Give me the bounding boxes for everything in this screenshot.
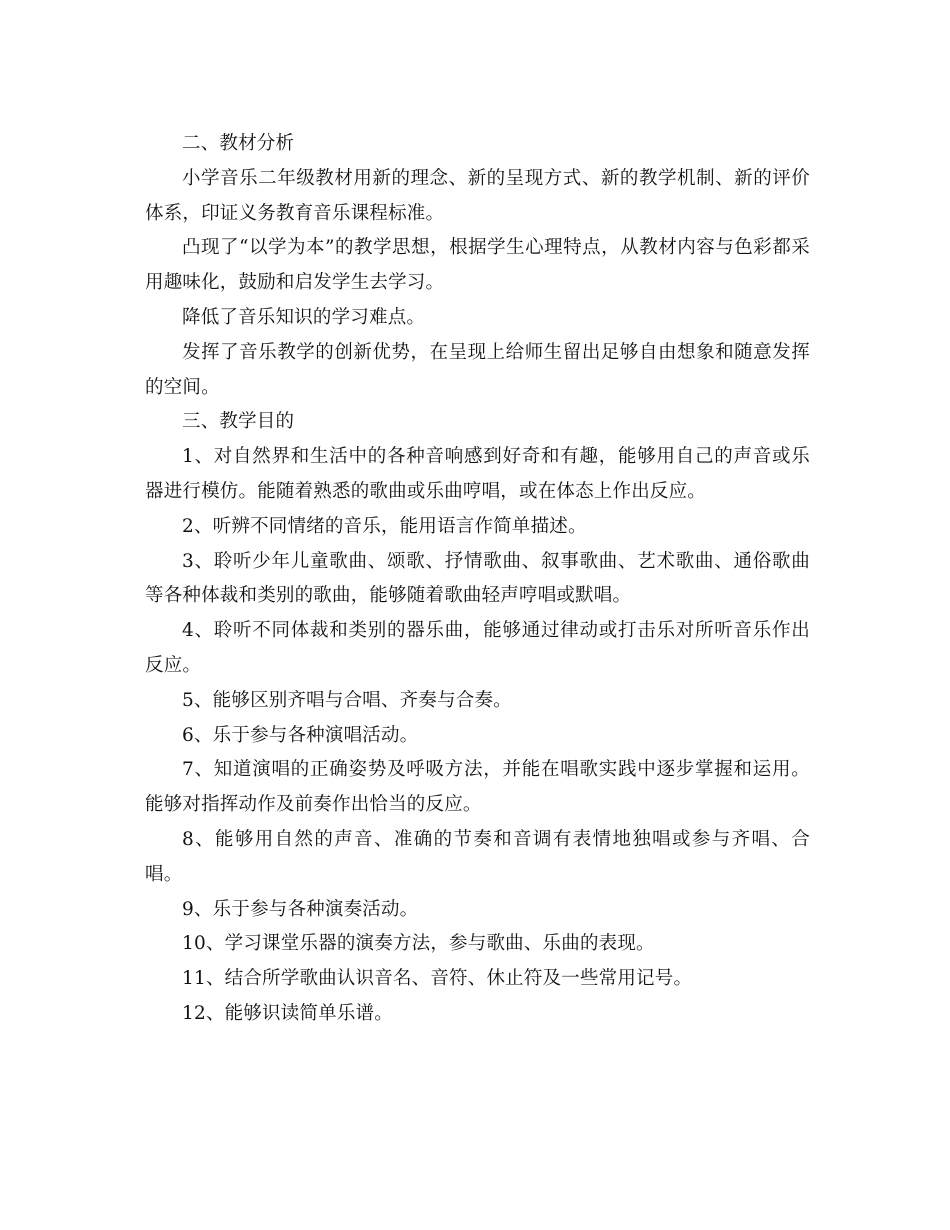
list-item: 2、听辨不同情绪的音乐，能用语言作简单描述。 bbox=[182, 515, 587, 537]
section-heading-textbook-analysis: 二、教材分析 bbox=[182, 133, 295, 154]
list-item: 5、能够区别齐唱与合唱、齐奏与合奏。 bbox=[182, 689, 512, 711]
list-item: 3、聆听少年儿童歌曲、颂歌、抒情歌曲、叙事歌曲、艺术歌曲、通俗歌曲等各种体裁和类别的歌曲，能够随着歌曲轻声哼唱或默唱。 bbox=[145, 550, 810, 607]
list-item: 6、乐于参与各种演唱活动。 bbox=[182, 724, 419, 746]
list-item: 7、知道演唱的正确姿势及呼吸方法，并能在唱歌实践中逐步掌握和运用。能够对指挥动作及前奏作出恰当的反应。 bbox=[145, 759, 810, 816]
paragraph: 发挥了音乐教学的创新优势，在呈现上给师生留出足够自由想象和随意发挥的空间。 bbox=[145, 341, 810, 398]
list-item: 9、乐于参与各种演奏活动。 bbox=[182, 898, 419, 920]
section-heading-teaching-goals: 三、教学目的 bbox=[182, 411, 295, 433]
list-item: 10、学习课堂乐器的演奏方法，参与歌曲、乐曲的表现。 bbox=[182, 933, 655, 955]
list-item: 12、能够识读简单乐谱。 bbox=[182, 1002, 393, 1024]
list-item: 1、对自然界和生活中的各种音响感到好奇和有趣，能够用自己的声音或乐器进行模仿。能随着熟悉的歌曲或乐曲哼唱，或在体态上作出反应。 bbox=[145, 446, 810, 502]
paragraph: 凸现了“以学为本”的教学思想，根据学生心理特点，从教材内容与色彩都采用趣味化，鼓励和启发学生去学习。 bbox=[145, 237, 810, 294]
list-item: 4、聆听不同体裁和类别的器乐曲，能够通过律动或打击乐对所听音乐作出反应。 bbox=[145, 620, 810, 676]
document-body bbox=[145, 127, 810, 1032]
paragraph: 小学音乐二年级教材用新的理念、新的呈现方式、新的教学机制、新的评价体系，印证义务教育音乐课程标准。 bbox=[145, 167, 810, 224]
list-item: 8、能够用自然的声音、准确的节奏和音调有表情地独唱或参与齐唱、合唱。 bbox=[145, 828, 810, 885]
list-item: 11、结合所学歌曲认识音名、音符、休止符及一些常用记号。 bbox=[182, 968, 693, 990]
paragraph: 降低了音乐知识的学习难点。 bbox=[182, 306, 426, 328]
